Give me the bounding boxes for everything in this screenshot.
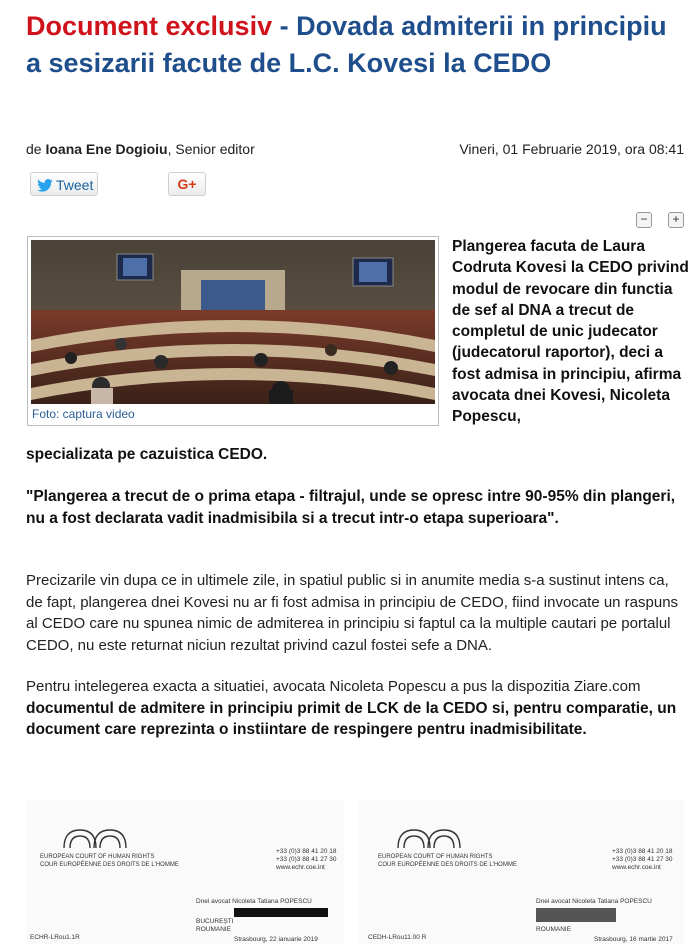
court-website: www.echr.coe.int — [612, 864, 661, 871]
font-decrease-button[interactable]: − — [636, 212, 652, 228]
echr-logo-icon — [60, 826, 130, 850]
article-photo — [27, 236, 439, 426]
court-phone: +33 (0)3 88 41 20 18 — [612, 848, 673, 855]
court-website: www.echr.coe.int — [276, 864, 325, 871]
echr-logo-icon — [394, 826, 464, 850]
addressee: Dnei avocat Nicoleta Tatiana POPESCU — [536, 898, 652, 905]
court-name-en: EUROPEAN COURT OF HUMAN RIGHTS — [40, 854, 155, 860]
parliament-hall-image — [31, 240, 435, 404]
body-paragraph-2 — [26, 676, 686, 741]
court-phone: +33 (0)3 88 41 20 18 — [276, 848, 337, 855]
author-link[interactable]: Ioana Ene Dogioiu — [45, 141, 168, 157]
document-place-date: Strasbourg, 22 ianuarie 2019 — [234, 936, 318, 943]
court-name-en: EUROPEAN COURT OF HUMAN RIGHTS — [378, 854, 493, 860]
document-reference: ECHR-LRou1.1R — [30, 934, 80, 941]
title-text: - Dovada admiterii in principiu a sesizarii facute de L.C. Kovesi la CEDO — [26, 11, 667, 78]
google-plus-button[interactable]: G+ — [168, 172, 206, 196]
redaction-bar — [234, 908, 328, 917]
court-name-fr: COUR EUROPÉENNE DES DROITS DE L'HOMME — [40, 862, 179, 868]
byline-prefix: de — [26, 141, 46, 157]
document-reference: CEDH-LRou11.00 R — [368, 934, 427, 941]
author-role: , Senior editor — [167, 141, 255, 157]
redaction-bar — [536, 908, 616, 922]
court-fax: +33 (0)3 88 41 27 30 — [276, 856, 337, 863]
photo-caption: Foto: captura video — [32, 407, 135, 421]
court-name-fr: COUR EUROPÉENNE DES DROITS DE L'HOMME — [378, 862, 517, 868]
addressee-country: ROUMANIE — [196, 926, 232, 933]
court-fax: +33 (0)3 88 41 27 30 — [612, 856, 673, 863]
lead-paragraph-end: specializata pe cazuistica CEDO. — [26, 446, 268, 463]
addressee-country: ROUMANIE — [536, 926, 572, 933]
article-title — [26, 8, 676, 82]
font-increase-button[interactable]: + — [668, 212, 684, 228]
body-paragraph-1: Precizarile vin dupa ce in ultimele zile, in spatiul public si in anumite media s-a sustinut intens ca, de fapt, plangerea dnei Kovesi nu ar fi fost admisa in principiu de CEDO, fiind invocate un raspuns al CEDO care nu spunea nimic de admiterea in principiu si faptul ca la multiple cautari pe portalul CEDO, nu este returnat niciun rezultat privind cazul fostei sefe a DNA. — [26, 572, 679, 654]
publish-date: Vineri, 01 Februarie 2019, ora 08:41 — [459, 141, 684, 157]
body-paragraph-2-bold: documentul de admitere in principiu primit de LCK de la CEDO si, pentru comparatie, un document care reprezinta o instiintare de respingere pentru inadmisibilitate. — [26, 699, 677, 738]
addressee-city: BUCUREȘTI — [196, 918, 234, 925]
tweet-button[interactable] — [30, 172, 98, 196]
tweet-label: Tweet — [56, 177, 94, 193]
lead-paragraph: Plangerea facuta de Laura Codruta Kovesi la CEDO privind modul de revocare din functia de sef al DNA a trecut de completul de unic judecator (judecatorul raportor), deci a fost admisa in principiu, afirma avocata dnei Kovesi, Nicoleta Popescu, — [452, 238, 689, 426]
twitter-bird-icon — [37, 179, 53, 192]
addressee: Dnei avocat Nicoleta Tatiana POPESCU — [196, 898, 312, 905]
echr-document-rejection[interactable] — [358, 800, 684, 944]
echr-document-admission[interactable] — [26, 800, 344, 944]
title-highlight: Document exclusiv — [26, 11, 273, 41]
body-paragraph-2-text: Pentru intelegerea exacta a situatiei, avocata Nicoleta Popescu a pus la dispozitia Ziare.com — [26, 678, 641, 695]
document-place-date: Strasbourg, 16 martie 2017 — [594, 936, 673, 943]
lawyer-quote: "Plangerea a trecut de o prima etapa - filtrajul, unde se opresc intre 90-95% din plangeri, nu a fost declarata vadit inadmisibila si a trecut intr-o etapa superioara". — [26, 488, 676, 527]
